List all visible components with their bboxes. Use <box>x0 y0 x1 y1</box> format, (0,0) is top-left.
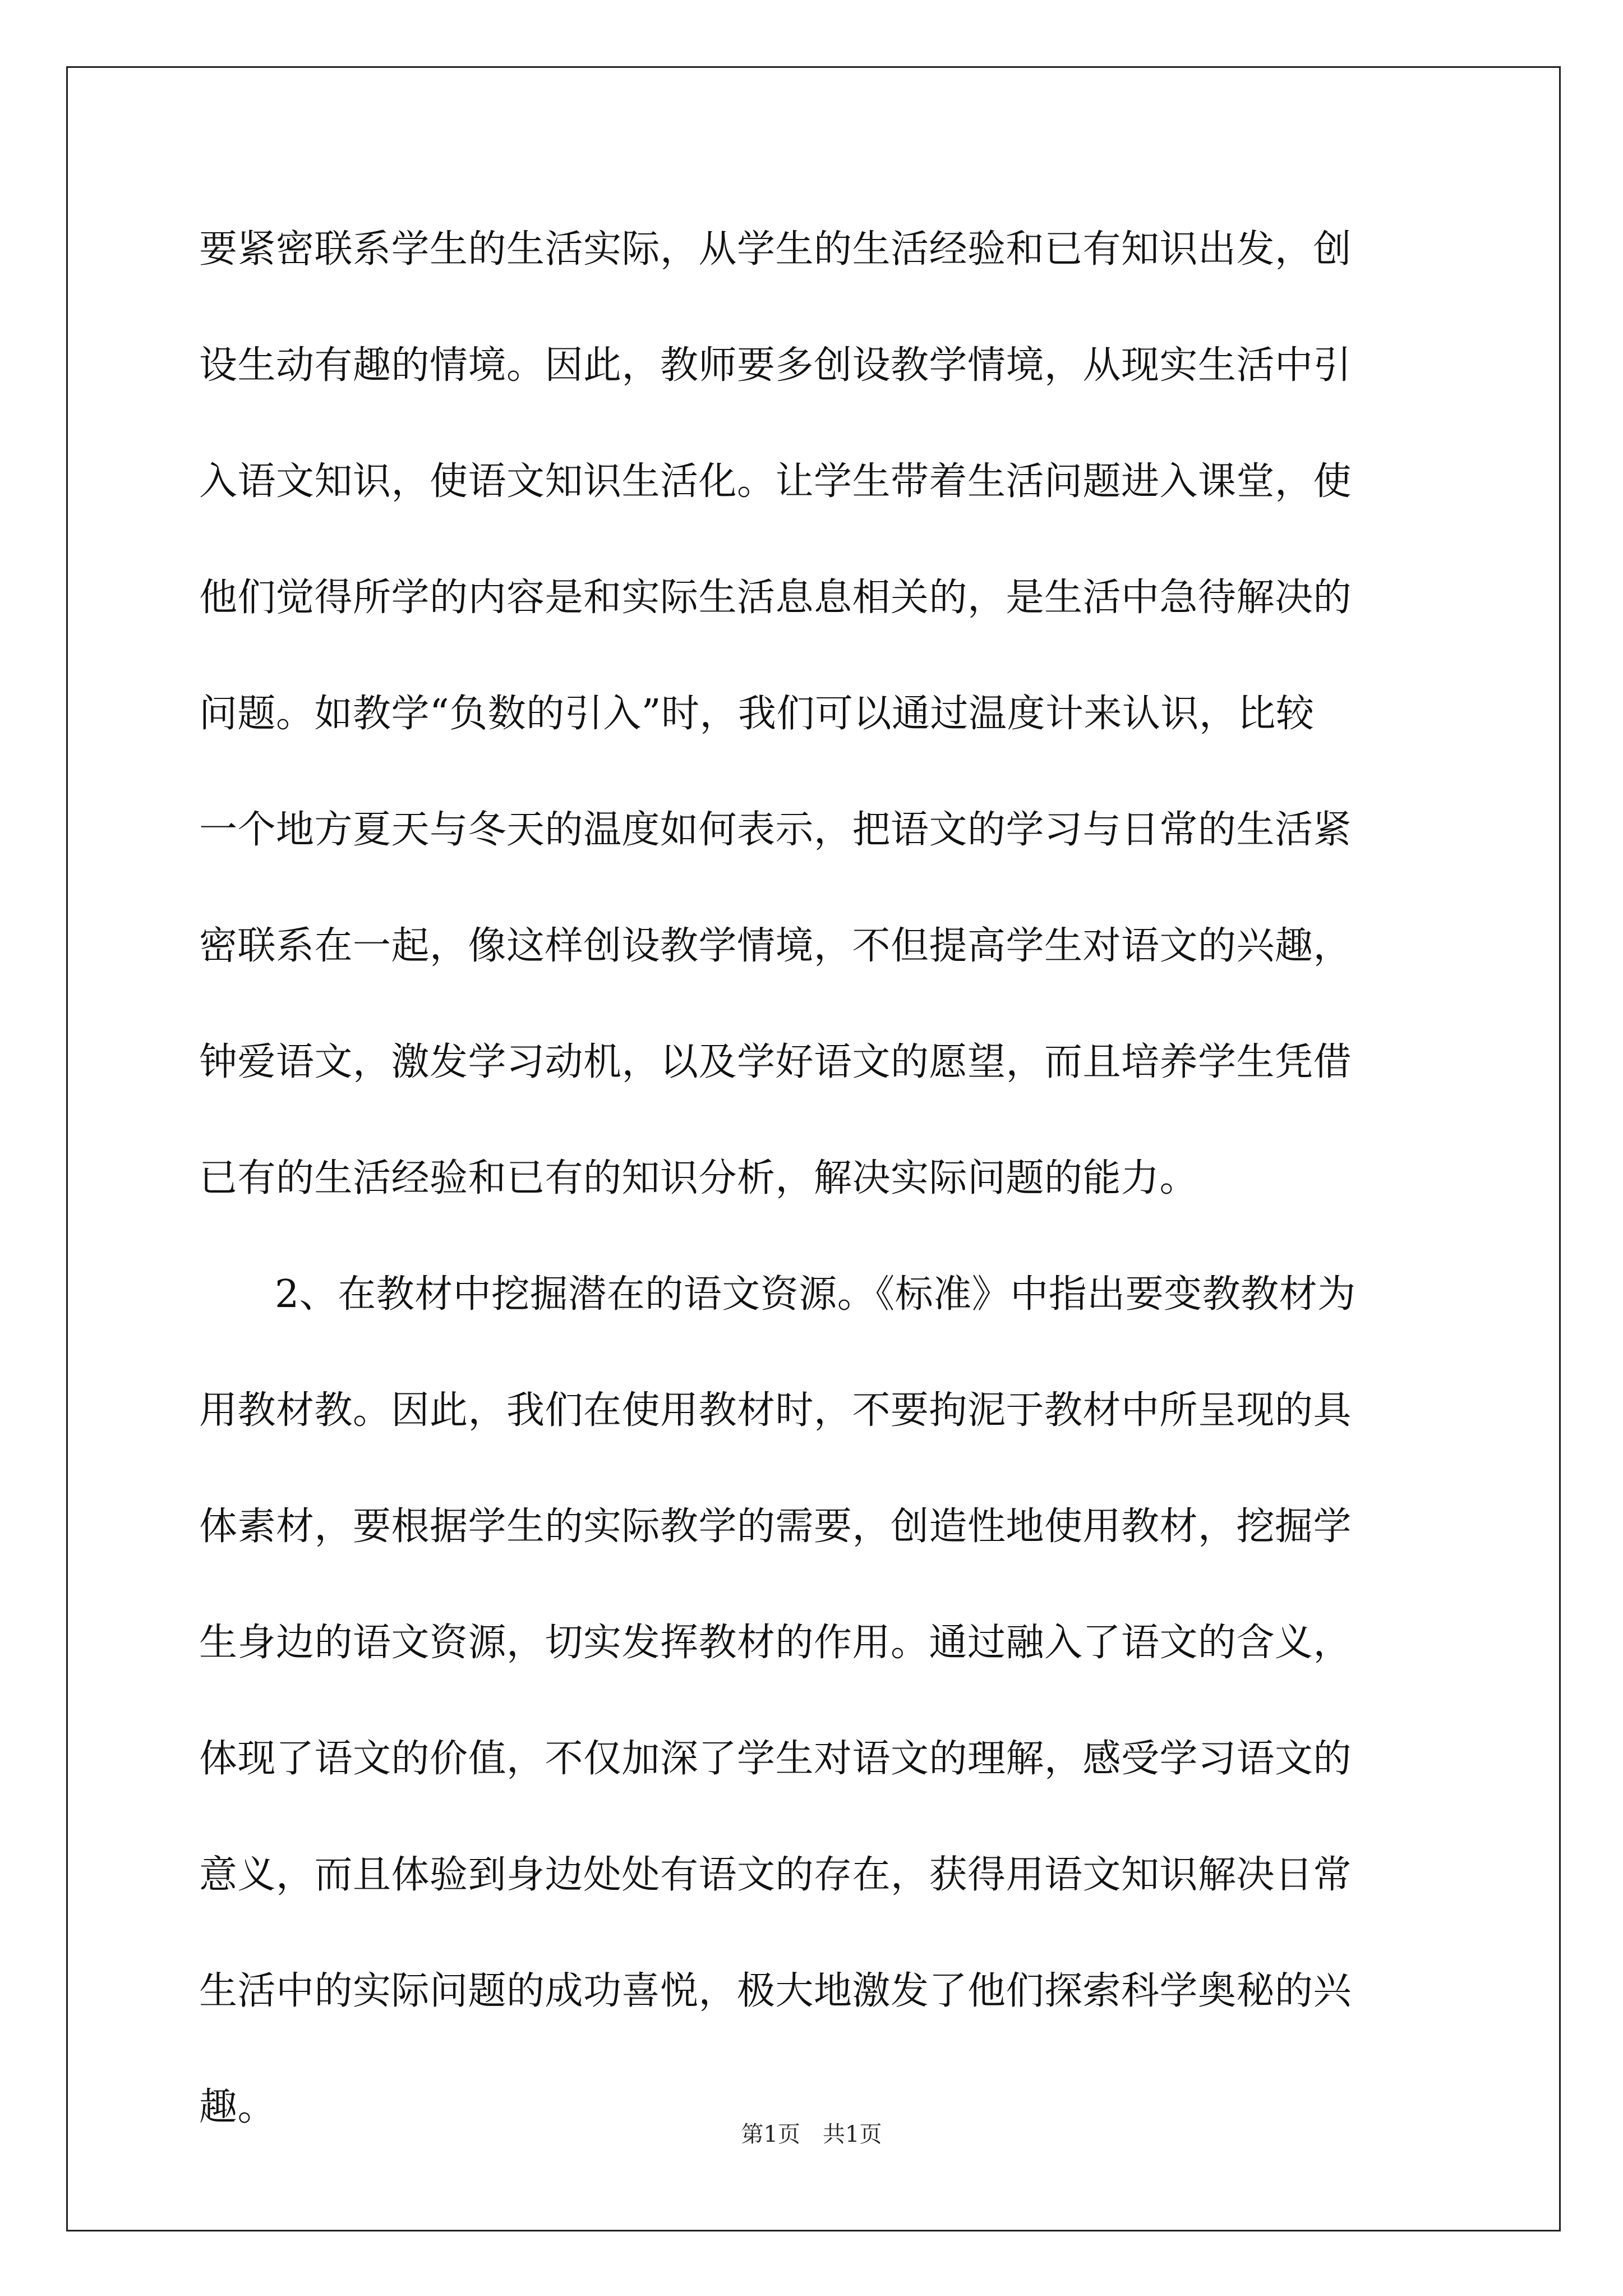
page-number-footer: 第1页 共1页 <box>741 2122 882 2147</box>
paragraph-1-line-5: 问题。如教学“负数的引入”时，我们可以通过温度计来认识，比较 <box>199 692 1315 736</box>
paragraph-2-line-2: 用教材教。因此，我们在使用教材时，不要拘泥于教材中所呈现的具 <box>199 1388 1352 1433</box>
paragraph-2-line-8: 趣。 <box>199 2085 276 2129</box>
paragraph-1-line-9: 已有的生活经验和已有的知识分析，解决实际问题的能力。 <box>199 1156 1198 1200</box>
paragraph-1-line-3: 入语文知识，使语文知识生活化。让学生带着生活问题进入课堂，使 <box>199 459 1352 504</box>
paragraph-2-line-6: 意义，而且体验到身边处处有语文的存在，获得用语文知识解决日常 <box>199 1853 1352 1897</box>
paragraph-2-line-4: 生身边的语文资源，切实发挥教材的作用。通过融入了语文的含义， <box>199 1621 1352 1665</box>
paragraph-1-line-2: 设生动有趣的情境。因此，教师要多创设教学情境，从现实生活中引 <box>199 343 1352 388</box>
paragraph-2-line-7: 生活中的实际问题的成功喜悦，极大地激发了他们探索科学奥秘的兴 <box>199 1969 1352 2013</box>
paragraph-1-line-6: 一个地方夏天与冬天的温度如何表示，把语文的学习与日常的生活紧 <box>199 808 1352 852</box>
paragraph-1-line-1: 要紧密联系学生的生活实际，从学生的生活经验和已有知识出发，创 <box>199 227 1352 272</box>
paragraph-1-line-8: 钟爱语文，激发学习动机，以及学好语文的愿望，而且培养学生凭借 <box>199 1040 1352 1084</box>
paragraph-1-line-4: 他们觉得所学的内容是和实际生活息息相关的，是生活中急待解决的 <box>199 576 1352 620</box>
paragraph-1-line-7: 密联系在一起，像这样创设教学情境，不但提高学生对语文的兴趣， <box>199 924 1352 968</box>
paragraph-2-line-3: 体素材，要根据学生的实际教学的需要，创造性地使用教材，挖掘学 <box>199 1504 1352 1549</box>
page-border <box>66 66 1561 2231</box>
paragraph-2-line-1: 2、在教材中挖掘潜在的语文资源。《标准》中指出要变教教材为 <box>275 1272 1356 1317</box>
paragraph-2-line-5: 体现了语文的价值，不仅加深了学生对语文的理解，感受学习语文的 <box>199 1737 1352 1781</box>
